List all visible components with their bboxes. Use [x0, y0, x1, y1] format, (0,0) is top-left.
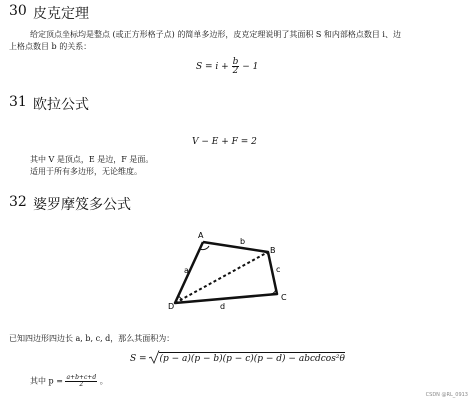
- paragraph-line: 给定顶点坐标均是整点 (或正方形格子点) 的简单多边形，皮克定理说明了其面积 S 和内部格点数目 i、边: [30, 30, 401, 39]
- side-label-c: c: [276, 265, 281, 274]
- section-number: 31: [9, 94, 27, 110]
- side-label-a: a: [184, 266, 189, 275]
- where-prefix: 其中 p =: [30, 376, 63, 386]
- section-title: 皮克定理: [33, 6, 89, 22]
- section-32: [0, 190, 474, 401]
- section-number: 30: [9, 3, 27, 19]
- pick-formula: [196, 58, 258, 75]
- square-root: [149, 352, 344, 364]
- paragraph-line: 适用于所有多边形，无论维度。: [30, 167, 142, 176]
- quadrilateral-diagram: [160, 230, 300, 310]
- section-title: 欧拉公式: [33, 97, 89, 113]
- fraction-denominator: 2: [232, 66, 239, 76]
- vertex-label-a: A: [198, 231, 204, 240]
- watermark: CSDN @RL_0913: [425, 392, 468, 398]
- fraction-numerator: b: [232, 57, 239, 67]
- formula-right: − 1: [242, 62, 259, 72]
- paragraph-line: 其中 V 是顶点，E 是边，F 是面。: [30, 155, 154, 164]
- euler-formula: V − E + F = 2: [192, 137, 257, 147]
- fraction-denominator: 2: [79, 381, 84, 388]
- side-label-d: d: [220, 302, 226, 310]
- formula-fraction: [232, 58, 240, 75]
- formula-left: S = i +: [196, 62, 229, 72]
- where-fraction: [65, 375, 97, 388]
- section-30: [0, 0, 474, 90]
- formula-left: S =: [130, 354, 147, 364]
- where-line: [30, 375, 108, 388]
- section-number: 32: [9, 194, 27, 210]
- vertex-label-c: C: [281, 293, 287, 302]
- radical-sign: [149, 350, 160, 364]
- brahmagupta-formula: [130, 352, 345, 364]
- section-title: 婆罗摩笈多公式: [33, 197, 131, 213]
- vertex-label-d: D: [168, 302, 175, 310]
- paragraph-line: 上格点数目 b 的关系：: [9, 42, 92, 51]
- paragraph-line: 已知四边形四边长 a, b, c, d，那么其面积为：: [9, 334, 175, 343]
- radicand: (p − a)(p − b)(p − c)(p − d) − abcdcos²θ: [159, 354, 345, 364]
- side-label-b: b: [240, 237, 246, 246]
- section-31: [0, 90, 474, 190]
- fraction-numerator: a+b+c+d: [66, 374, 97, 381]
- where-suffix: 。: [99, 376, 108, 386]
- vertex-label-b: B: [270, 246, 276, 255]
